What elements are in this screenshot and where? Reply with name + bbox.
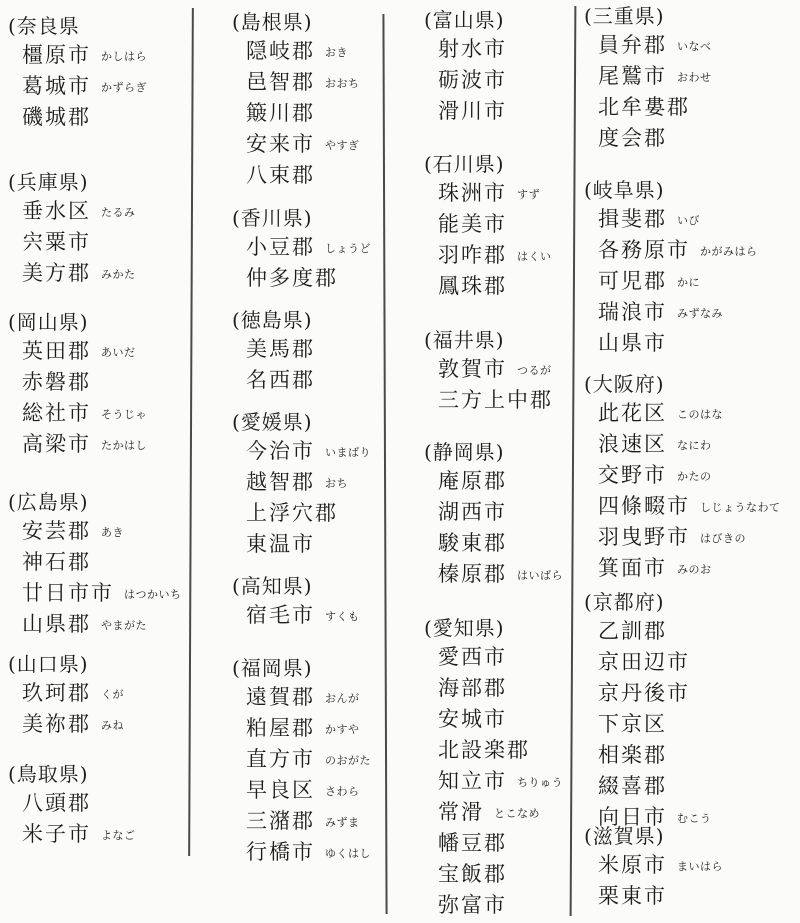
- place-entry: [246, 806, 371, 837]
- place-name: 常滑: [438, 800, 484, 824]
- place-entry: [438, 559, 563, 590]
- place-name: 榛原郡: [438, 562, 507, 586]
- place-entry: [22, 819, 136, 850]
- prefecture-heading: (岐阜県): [584, 178, 665, 202]
- place-entry: [246, 600, 360, 631]
- prefecture-group: [8, 170, 136, 289]
- place-name: 安来市: [246, 132, 315, 156]
- place-reading: むこう: [677, 812, 712, 825]
- place-entry: [438, 528, 563, 559]
- prefecture-heading: (愛知県): [424, 616, 505, 640]
- place-entry: [22, 578, 182, 609]
- place-entry: [438, 828, 563, 859]
- place-reading: みずま: [325, 816, 360, 829]
- place-reading: やまがた: [101, 619, 147, 632]
- place-entry: [598, 771, 712, 802]
- place-name: 八束郡: [246, 163, 315, 187]
- place-entry: [598, 709, 712, 740]
- place-name: 山県郡: [22, 612, 91, 636]
- place-entry: [22, 547, 182, 578]
- place-name: 仲多度郡: [246, 266, 338, 290]
- place-entry: [438, 797, 563, 828]
- place-entry: [598, 92, 712, 123]
- place-entry: [438, 466, 563, 497]
- place-name: 玖珂郡: [22, 681, 91, 705]
- place-name: 廿日市市: [22, 581, 114, 605]
- prefecture-group: [584, 590, 712, 833]
- prefecture-heading: (高知県): [232, 574, 313, 598]
- prefecture-group: [584, 824, 723, 912]
- place-entry: [598, 850, 723, 881]
- place-reading: ゆくはし: [325, 847, 371, 860]
- prefecture-group: [232, 206, 371, 294]
- place-reading: たかはし: [101, 439, 147, 452]
- place-entry: [598, 204, 758, 235]
- place-entry: [246, 160, 360, 191]
- place-name: 米原市: [598, 853, 667, 877]
- place-name: 神石郡: [22, 550, 91, 574]
- prefecture-group: [232, 308, 315, 396]
- prefecture-group: [424, 616, 563, 921]
- column-divider-2: [382, 14, 387, 914]
- prefecture-heading: (福岡県): [232, 656, 313, 680]
- place-entry: [438, 859, 563, 890]
- prefecture-heading: (京都府): [584, 590, 665, 614]
- place-entry: [438, 642, 563, 673]
- place-name: 三潴郡: [246, 809, 315, 833]
- place-reading: おき: [325, 46, 348, 59]
- place-name: 相楽郡: [598, 743, 667, 767]
- prefecture-heading: (静岡県): [424, 440, 505, 464]
- place-name: 早良区: [246, 778, 315, 802]
- place-entry: [22, 227, 136, 258]
- prefecture-group: [8, 762, 136, 850]
- place-entry: [246, 36, 360, 67]
- place-name: 橿原市: [22, 43, 91, 67]
- place-entry: [246, 467, 371, 498]
- place-reading: おんが: [325, 692, 360, 705]
- place-name: 上浮穴郡: [246, 501, 338, 525]
- place-entry: [246, 232, 371, 263]
- place-reading: みね: [101, 719, 124, 732]
- place-entry: [438, 735, 563, 766]
- place-entry: [598, 881, 723, 912]
- place-reading: しょうど: [325, 242, 371, 255]
- place-name: 交野市: [598, 463, 667, 487]
- place-entry: [246, 498, 371, 529]
- place-name: 此花区: [598, 401, 667, 425]
- place-reading: あいだ: [101, 346, 136, 359]
- place-name: 越智郡: [246, 470, 315, 494]
- place-entry: [22, 398, 147, 429]
- place-reading: なにわ: [677, 439, 712, 452]
- place-reading: くが: [101, 688, 124, 701]
- place-name: 可児郡: [598, 269, 667, 293]
- place-name: 浪速区: [598, 432, 667, 456]
- place-entry: [598, 553, 781, 584]
- place-reading: かずらぎ: [101, 81, 147, 94]
- place-entry: [438, 704, 563, 735]
- place-name: 米子市: [22, 822, 91, 846]
- place-name: 名西郡: [246, 368, 315, 392]
- place-reading: かがみはら: [700, 245, 758, 258]
- place-name: 下京区: [598, 712, 667, 736]
- prefecture-heading: (兵庫県): [8, 170, 89, 194]
- prefecture-group: [424, 440, 563, 590]
- place-entry: [598, 297, 758, 328]
- place-reading: つるが: [517, 364, 552, 377]
- place-name: 弥富市: [438, 893, 507, 917]
- place-name: 羽曳野市: [598, 525, 690, 549]
- place-name: 幡豆郡: [438, 831, 507, 855]
- place-name: 珠洲市: [438, 181, 507, 205]
- place-name: 度会郡: [598, 126, 667, 150]
- place-name: 山県市: [598, 331, 667, 355]
- prefecture-group: [8, 14, 147, 133]
- place-name: 垂水区: [22, 199, 91, 223]
- place-entry: [598, 491, 781, 522]
- place-entry: [438, 385, 553, 416]
- prefecture-heading: (滋賀県): [584, 824, 665, 848]
- place-reading: はくい: [517, 250, 552, 263]
- place-name: 安城市: [438, 707, 507, 731]
- place-entry: [438, 890, 563, 921]
- place-name: 宍粟市: [22, 230, 91, 254]
- place-reading: すず: [517, 188, 541, 201]
- place-name: 駿東郡: [438, 531, 507, 555]
- place-entry: [598, 398, 781, 429]
- place-name: 邑智郡: [246, 70, 315, 94]
- prefecture-heading: (福井県): [424, 328, 505, 352]
- place-reading: かに: [677, 276, 700, 289]
- place-entry: [22, 709, 124, 740]
- place-entry: [22, 196, 136, 227]
- place-name: 海部郡: [438, 676, 507, 700]
- prefecture-heading: (山口県): [8, 652, 89, 676]
- place-name: 尾鷲市: [598, 64, 667, 88]
- place-name: 揖斐郡: [598, 207, 667, 231]
- place-reading: かしはら: [101, 50, 147, 63]
- place-name: 小豆郡: [246, 235, 315, 259]
- prefecture-heading: (三重県): [584, 4, 665, 28]
- place-name: 砺波市: [438, 68, 507, 92]
- place-name: 隠岐郡: [246, 39, 315, 63]
- place-name: 各務原市: [598, 238, 690, 262]
- place-name: 行橋市: [246, 840, 315, 864]
- place-name: 乙訓郡: [598, 619, 667, 643]
- place-reading: おおち: [325, 77, 360, 90]
- place-name: 湖西市: [438, 500, 507, 524]
- place-name: 栗東市: [598, 884, 667, 908]
- place-reading: いまばり: [325, 446, 371, 459]
- place-name: 今治市: [246, 439, 315, 463]
- place-reading: のおがた: [325, 754, 371, 767]
- place-entry: [246, 682, 371, 713]
- place-name: 向日市: [598, 805, 667, 829]
- place-reading: ちりゅう: [517, 776, 563, 789]
- place-name: 羽咋郡: [438, 243, 507, 267]
- place-reading: いび: [677, 214, 700, 227]
- place-name: 美馬郡: [246, 337, 315, 361]
- place-entry: [438, 497, 563, 528]
- place-entry: [246, 837, 371, 868]
- place-reading: まいはら: [677, 860, 723, 873]
- prefecture-group: [8, 310, 147, 460]
- place-entry: [246, 263, 371, 294]
- place-entry: [438, 96, 507, 127]
- place-entry: [438, 65, 507, 96]
- prefecture-group: [584, 372, 781, 584]
- prefecture-group: [232, 410, 371, 560]
- place-name: 員弁郡: [598, 33, 667, 57]
- place-entry: [22, 609, 182, 640]
- place-reading: おち: [325, 477, 348, 490]
- place-name: 磯城郡: [22, 105, 91, 129]
- place-entry: [246, 365, 315, 396]
- place-reading: はびきの: [700, 532, 746, 545]
- place-reading: はつかいち: [124, 588, 182, 601]
- place-name: 綴喜郡: [598, 774, 667, 798]
- place-entry: [598, 460, 781, 491]
- place-reading: よなご: [101, 829, 136, 842]
- place-name: 京丹後市: [598, 681, 690, 705]
- prefecture-heading: (石川県): [424, 152, 505, 176]
- place-entry: [598, 61, 712, 92]
- place-reading: すくも: [325, 610, 360, 623]
- place-entry: [22, 71, 147, 102]
- prefecture-group: [424, 8, 507, 127]
- place-entry: [598, 647, 712, 678]
- place-entry: [246, 744, 371, 775]
- place-name: 庵原郡: [438, 469, 507, 493]
- place-reading: みかた: [101, 268, 136, 281]
- place-name: 簸川郡: [246, 101, 315, 125]
- place-entry: [438, 209, 552, 240]
- place-name: 能美市: [438, 212, 507, 236]
- column-divider-3: [570, 6, 576, 916]
- place-entry: [22, 678, 124, 709]
- place-entry: [22, 336, 147, 367]
- place-name: 敦賀市: [438, 357, 507, 381]
- prefecture-group: [8, 652, 124, 740]
- place-name: 四條畷市: [598, 494, 690, 518]
- place-reading: さわら: [325, 785, 360, 798]
- prefecture-group: [232, 656, 371, 868]
- place-name: 北牟婁郡: [598, 95, 690, 119]
- prefecture-heading: (島根県): [232, 10, 313, 34]
- place-name: 瑞浪市: [598, 300, 667, 324]
- place-reading: やすぎ: [325, 139, 360, 152]
- place-reading: みのお: [677, 563, 712, 576]
- place-entry: [22, 40, 147, 71]
- place-reading: しじょうなわて: [700, 501, 781, 514]
- place-entry: [438, 34, 507, 65]
- column-divider-1: [188, 8, 193, 856]
- place-reading: みずなみ: [677, 307, 723, 320]
- place-entry: [598, 328, 758, 359]
- place-name: 八頭郡: [22, 791, 91, 815]
- place-name: 知立市: [438, 769, 507, 793]
- place-entry: [246, 775, 371, 806]
- place-name: 箕面市: [598, 556, 667, 580]
- place-entry: [598, 616, 712, 647]
- place-name: 宿毛市: [246, 603, 315, 627]
- place-entry: [22, 429, 147, 460]
- place-entry: [598, 123, 712, 154]
- place-entry: [246, 529, 371, 560]
- prefecture-group: [232, 574, 360, 631]
- place-entry: [22, 367, 147, 398]
- place-name: 安芸郡: [22, 519, 91, 543]
- place-entry: [22, 788, 136, 819]
- place-entry: [598, 678, 712, 709]
- place-name: 葛城市: [22, 74, 91, 98]
- place-entry: [22, 516, 182, 547]
- place-name: 高梁市: [22, 432, 91, 456]
- place-reading: かすや: [325, 723, 360, 736]
- place-entry: [438, 673, 563, 704]
- prefecture-heading: (広島県): [8, 490, 89, 514]
- place-name: 粕屋郡: [246, 716, 315, 740]
- place-entry: [22, 258, 136, 289]
- prefecture-heading: (奈良県: [8, 14, 80, 38]
- prefecture-group: [584, 178, 758, 359]
- place-name: 三方上中郡: [438, 388, 553, 412]
- place-entry: [246, 98, 360, 129]
- place-entry: [438, 354, 553, 385]
- place-entry: [438, 178, 552, 209]
- prefecture-group: [232, 10, 360, 191]
- place-reading: とこなめ: [494, 807, 540, 820]
- place-name: 赤磐郡: [22, 370, 91, 394]
- place-name: 英田郡: [22, 339, 91, 363]
- place-entry: [438, 766, 563, 797]
- place-name: 東温市: [246, 532, 315, 556]
- place-entry: [598, 740, 712, 771]
- place-name: 京田辺市: [598, 650, 690, 674]
- prefecture-heading: (大阪府): [584, 372, 665, 396]
- place-entry: [598, 266, 758, 297]
- place-name: 宝飯郡: [438, 862, 507, 886]
- place-entry: [598, 235, 758, 266]
- place-entry: [22, 102, 147, 133]
- place-entry: [246, 713, 371, 744]
- place-reading: たるみ: [101, 206, 136, 219]
- place-name: 北設楽郡: [438, 738, 530, 762]
- place-name: 滑川市: [438, 99, 507, 123]
- place-entry: [246, 129, 360, 160]
- place-reading: いなべ: [677, 40, 712, 53]
- place-entry: [598, 429, 781, 460]
- place-entry: [438, 271, 552, 302]
- place-name: 遠賀郡: [246, 685, 315, 709]
- place-name: 直方市: [246, 747, 315, 771]
- prefecture-heading: (徳島県): [232, 308, 313, 332]
- place-name: 美方郡: [22, 261, 91, 285]
- place-entry: [598, 522, 781, 553]
- place-name: 射水市: [438, 37, 507, 61]
- place-reading: そうじゃ: [101, 408, 147, 421]
- prefecture-heading: (富山県): [424, 8, 505, 32]
- place-entry: [598, 30, 712, 61]
- place-reading: あき: [101, 526, 124, 539]
- place-entry: [246, 436, 371, 467]
- prefecture-heading: (香川県): [232, 206, 313, 230]
- place-name: 総社市: [22, 401, 91, 425]
- place-reading: おわせ: [677, 71, 712, 84]
- place-reading: このはな: [677, 408, 723, 421]
- place-entry: [246, 334, 315, 365]
- place-name: 鳳珠郡: [438, 274, 507, 298]
- prefecture-heading: (鳥取県): [8, 762, 89, 786]
- prefecture-group: [8, 490, 182, 640]
- prefecture-heading: (愛媛県): [232, 410, 313, 434]
- place-reading: はいばら: [517, 569, 563, 582]
- prefecture-group: [424, 152, 552, 302]
- place-name: 愛西市: [438, 645, 507, 669]
- prefecture-heading: (岡山県): [8, 310, 89, 334]
- place-reading: かたの: [677, 470, 712, 483]
- place-entry: [246, 67, 360, 98]
- prefecture-group: [424, 328, 553, 416]
- prefecture-group: [584, 4, 712, 154]
- place-name: 美祢郡: [22, 712, 91, 736]
- place-entry: [438, 240, 552, 271]
